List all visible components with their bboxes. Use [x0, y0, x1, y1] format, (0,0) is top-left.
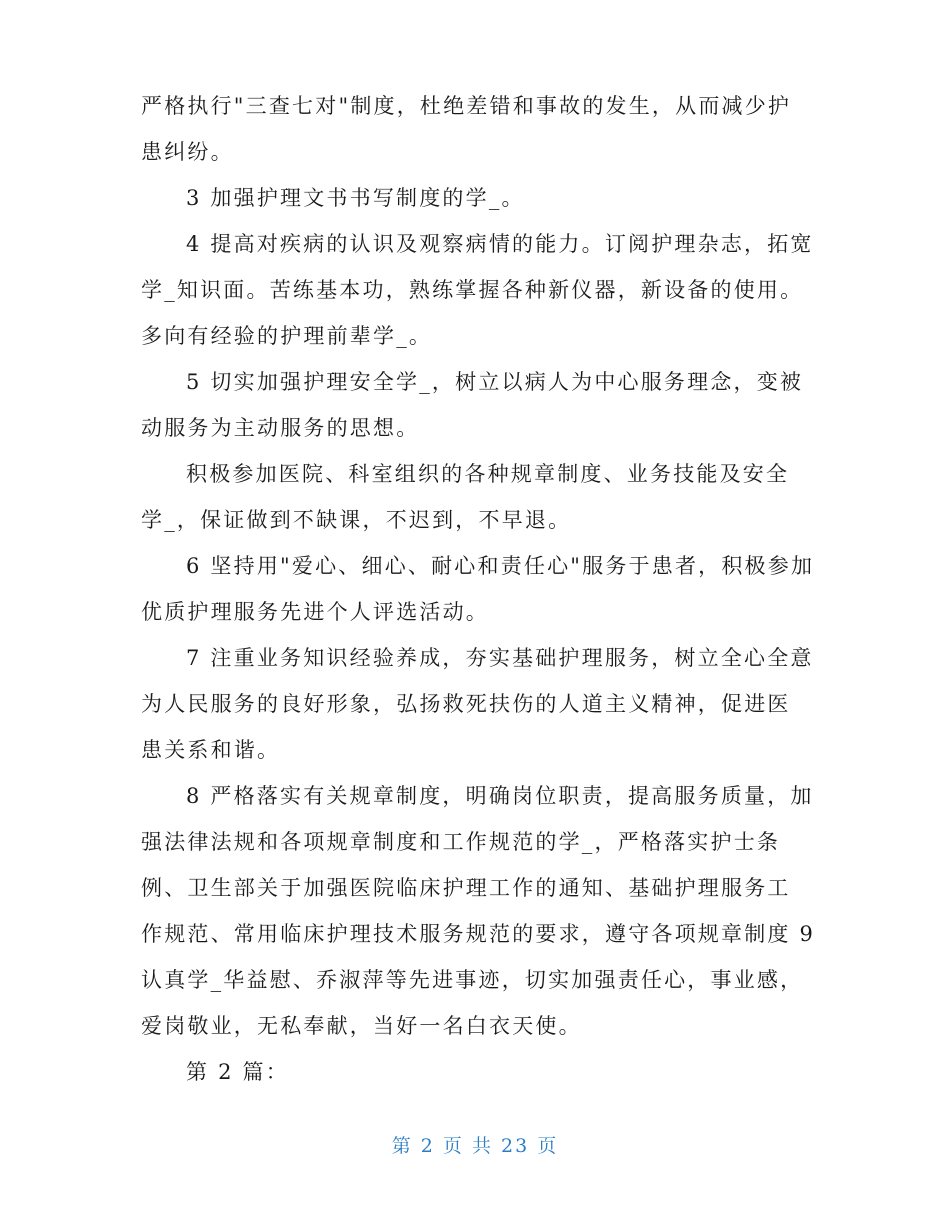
text-line: 为人民服务的良好形象，弘扬救死扶伤的人道主义精神，促进医: [141, 692, 791, 716]
page-number-footer: 第 2 页 共 23 页: [391, 1135, 559, 1157]
text-line: 患关系和谐。: [141, 738, 281, 762]
text-line: 作规范、常用临床护理技术服务规范的要求，遵守各项规章制度 9: [141, 922, 816, 946]
text-line: 认真学_华益慰、乔淑萍等先进事迹，切实加强责任心，事业感，: [141, 968, 804, 992]
text-line: 爱岗敬业，无私奉献，当好一名白衣天使。: [141, 1014, 582, 1038]
text-line: 患纠纷。: [141, 140, 234, 164]
text-line: 动服务为主动服务的思想。: [141, 416, 420, 440]
text-line: 8 严格落实有关规章制度，明确岗位职责，提高服务质量，加: [186, 784, 814, 808]
text-line: 4 提高对疾病的认识及观察病情的能力。订阅护理杂志，拓宽: [186, 232, 814, 256]
text-line: 多向有经验的护理前辈学_。: [141, 324, 433, 348]
text-line: 积极参加医院、科室组织的各种规章制度、业务技能及安全: [186, 462, 790, 486]
text-line: 学_，保证做到不缺课，不迟到，不早退。: [141, 508, 572, 532]
text-line: 5 切实加强护理安全学_，树立以病人为中心服务理念，变被: [186, 370, 804, 394]
section-heading: 第 2 篇：: [186, 1060, 289, 1084]
text-line: 强法律法规和各项规章制度和工作规范的学_，严格落实护士条: [141, 830, 781, 854]
text-line: 严格执行"三查七对"制度，杜绝差错和事故的发生，从而减少护: [141, 94, 792, 118]
text-line: 6 坚持用"爱心、细心、耐心和责任心"服务于患者，积极参加: [186, 554, 815, 578]
text-line: 优质护理服务先进个人评选活动。: [141, 600, 489, 624]
text-line: 学_知识面。苦练基本功，熟练掌握各种新仪器，新设备的使用。: [141, 278, 804, 302]
text-line: 例、卫生部关于加强医院临床护理工作的通知、基础护理服务工: [141, 876, 791, 900]
text-line: 3 加强护理文书书写制度的学_。: [186, 186, 525, 210]
text-line: 7 注重业务知识经验养成，夯实基础护理服务，树立全心全意: [186, 646, 814, 670]
